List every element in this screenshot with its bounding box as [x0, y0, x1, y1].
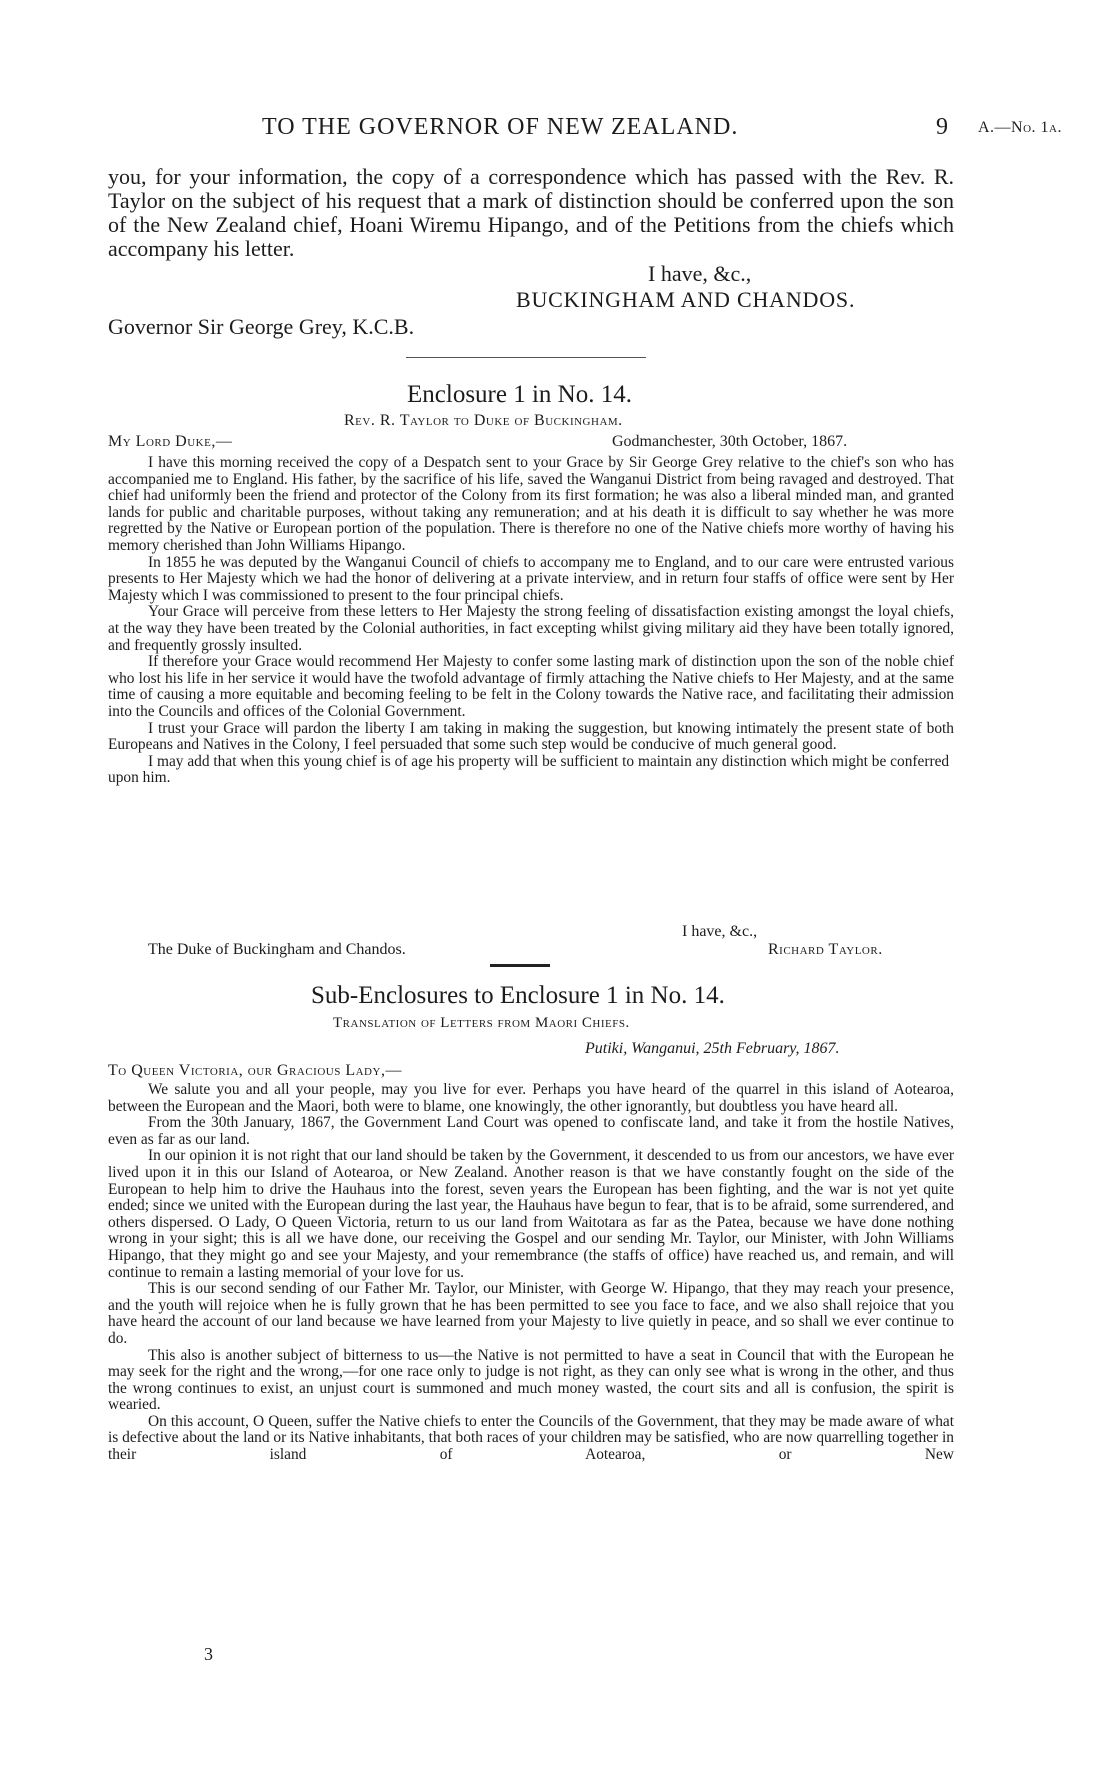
enclosure-place-date: Godmanchester, 30th October, 1867. — [612, 433, 848, 450]
maori-letter-paragraph: On this account, O Queen, suffer the Native chiefs to enter the Councils of the Government, that they may be made aware of what is defective about the land or its Native inhabitants, that both races of your children may be satisfied, who are now quarrelling together in their island of Aotearoa, or New — [108, 1412, 954, 1464]
maori-letter-paragraph: We salute you and all your people, may you live for ever. Perhaps you have heard of the quarrel in this island of Aotearoa, between the European and the Maori, both were to blame, one knowingly, the other ignorantly, but doubtless you have heard all. — [108, 1081, 954, 1115]
maori-letter-paragraph: In our opinion it is not right that our land should be taken by the Government, it descended to us from our ancestors, we have ever lived upon it in this our Island of Aotearoa, or New Zealand. Another reason is that we have constantly fought on the side of the European to help him to drive the Hauhaus into the forest, seven years the European has been fighting, and the war is not yet quite ended; since we united with the European during the last year, the Hauhaus have begun to fear, that is to be afraid, some surrendered, and others dispersed. O Lady, O Queen Victoria, return to us our land from Waitotara as far as the Patea, because we have done nothing wrong in your sight; this is all we have done, our receiving the Gospel and our sending Mr. Taylor, our Minister, with John Williams Hipango, that they might go and see your Majesty, and your remembrance (the staffs of office) have reached us, and remain, and will continue to remain a lasting memorial of your love for us. — [108, 1147, 954, 1281]
despatch-body: you, for your information, the copy of a correspondence which has passed with the Rev. R. Taylor on the subject of his request that a mark of distinction should be conferred upon the son of the New Zealand chief, Hoani Wiremu Hipango, and of the Petitions from the chiefs which accompany his letter. — [108, 164, 954, 261]
enclosure-paragraph: In 1855 he was deputed by the Wanganui Council of chiefs to accompany me to England, and to our care were entrusted various presents to Her Majesty which we had the honor of delivering at a private interview, and in return four staffs of office were sent by Her Majesty which I was commissioned to present to the four principal chiefs. — [108, 553, 954, 604]
enclosure-paragraph: If therefore your Grace would recommend Her Majesty to confer some lasting mark of distinction upon the son of the noble chief who lost his life in her service it would have the twofold advantage of firmly attaching the Native chiefs to Her Majesty, and at the same time of causing a more equitable and becoming feeling to be felt in the Colony towards the Native race, and facilitating their admission into the Councils and offices of the Colonial Government. — [108, 653, 954, 720]
enclosure-addressee: The Duke of Buckingham and Chandos. — [148, 941, 406, 958]
enclosure-heading: Enclosure 1 in No. 14. — [407, 381, 632, 408]
sub-enclosures-place-date: Putiki, Wanganui, 25th February, 1867. — [585, 1040, 840, 1057]
page-number: 9 — [936, 114, 948, 140]
maori-letter-paragraph: From the 30th January, 1867, the Government Land Court was opened to confiscate land, and take it from the hostile Natives, even as far as our land. — [108, 1114, 954, 1148]
enclosure-closing: I have, &c., — [682, 923, 758, 940]
enclosure-subheading: Rev. R. Taylor to Duke of Buckingham. — [344, 412, 623, 429]
despatch-signature: BUCKINGHAM AND CHANDOS. — [516, 287, 856, 312]
enclosure-paragraph: I may add that when this young chief is of age his property will be sufficient to maintain any distinction which might be conferred upon him. — [108, 752, 950, 787]
enclosure-signature: Richard Taylor. — [768, 941, 883, 958]
enclosure-paragraph: I have this morning received the copy of a Despatch sent to your Grace by Sir George Grey relative to the chief's son who has accompanied me to England. His father, by the sacrifice of his life, saved the Wanganui District from being ravaged and destroyed. That chief had uniformly been the friend and protector of the Colony from its first formation; he was also a liberal minded man, and granted lands for public and charitable purposes, without taking any remuneration; and at his death it is difficult to say whether he was more regretted by the Native or European portion of the population. There is therefore no one of the Native chiefs more worthy of having his memory cherished than John Williams Hipango. — [108, 454, 954, 554]
maori-letter-paragraph: This is our second sending of our Father Mr. Taylor, our Minister, with George W. Hipango, that they may reach your presence, and the youth will rejoice when he is fully grown that he has been permitted to see you face to face, and we also shall rejoice that you have heard the account of our land because we have learned from your Majesty to live quietly in peace, and so shall we ever continue to do. — [108, 1280, 954, 1347]
maori-letter-paragraph: This also is another subject of bitterness to us—the Native is not permitted to have a seat in Council that with the European he may seek for the right and the wrong,—for one race only to judge is not right, as they can only see what is wrong in the other, and thus the wrong continues to exist, an unjust court is summoned and much money wasted, the court sits and all is confusion, the spirit is wearied. — [108, 1346, 954, 1414]
despatch-closing: I have, &c., — [648, 261, 752, 286]
enclosure-salutation: My Lord Duke,— — [108, 433, 233, 450]
paper-reference: A.—No. 1a. — [978, 119, 1062, 136]
signature-mark: 3 — [204, 1644, 213, 1664]
sub-enclosures-salutation: To Queen Victoria, our Gracious Lady,— — [108, 1062, 402, 1079]
maori-letter-body — [108, 1082, 954, 1464]
enclosure-letter-body — [108, 455, 954, 787]
sub-enclosures-subheading: Translation of Letters from Maori Chiefs. — [333, 1015, 630, 1031]
despatch-addressee: Governor Sir George Grey, K.C.B. — [108, 314, 415, 339]
running-header-title: TO THE GOVERNOR OF NEW ZEALAND. — [262, 114, 739, 140]
enclosure-paragraph: Your Grace will perceive from these letters to Her Majesty the strong feeling of dissatisfaction existing amongst the loyal chiefs, at the way they have been treated by the Colonial authorities, in fact excepting whilst giving military aid they have been totally ignored, and frequently grossly insulted. — [108, 603, 954, 654]
sub-enclosures-heading: Sub-Enclosures to Enclosure 1 in No. 14. — [311, 982, 725, 1009]
section-divider — [490, 964, 550, 967]
section-divider — [406, 357, 646, 358]
enclosure-paragraph: I trust your Grace will pardon the liberty I am taking in making the suggestion, but knowing intimately the present state of both Europeans and Natives in the Colony, I feel persuaded that some such step would be conducive of much general good. — [108, 719, 954, 754]
